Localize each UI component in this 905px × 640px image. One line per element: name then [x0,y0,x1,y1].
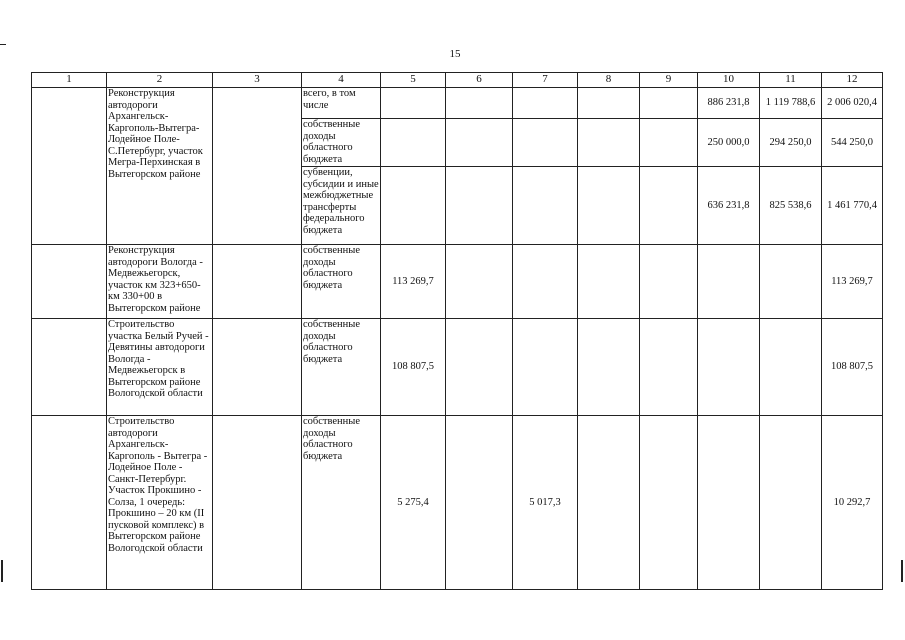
project-name: Строительство участка Белый Ручей - Девятины автодороги Вологда - Медвежьегорск в Вытегорском районе Вологодской области [107,319,213,416]
table-cell [32,319,107,416]
right-edge-mark-bottom [901,560,903,582]
value-col5 [381,119,446,167]
table-row [32,319,883,416]
value-col10 [698,319,760,416]
page-number: 15 [449,48,461,60]
header-cell: 11 [760,73,822,88]
table-cell [213,245,302,319]
value-col11 [760,245,822,319]
header-cell: 10 [698,73,760,88]
table-cell [578,88,640,119]
header-cell: 3 [213,73,302,88]
table-cell [32,416,107,590]
value-col7 [513,167,578,245]
left-edge-mark-top [0,44,6,45]
table-cell [213,416,302,590]
value-col5 [381,167,446,245]
table-cell [32,245,107,319]
table-cell [578,119,640,167]
value-col11: 294 250,0 [760,119,822,167]
value-col10: 886 231,8 [698,88,760,119]
header-cell: 2 [107,73,213,88]
header-cell: 12 [822,73,883,88]
project-name: Реконструкция автодороги Архангельск-Каргополь-Вытегра-Лодейное Поле-С.Петербург, участок Мегра-Перхинская в Вытегорском районе [107,88,213,245]
header-cell: 9 [640,73,698,88]
value-col7 [513,119,578,167]
header-cell: 6 [446,73,513,88]
project-name: Строительство автодороги Архангельск-Каргополь - Вытегра - Лодейное Поле - Санкт-Петербург. Участок Прокшино - Солза, 1 очередь: Прокшино – 20 км (II пусковой комплекс) в Вытегорском районе Вологодской области [107,416,213,590]
table-cell [446,167,513,245]
value-col5: 108 807,5 [381,319,446,416]
value-col12: 108 807,5 [822,319,883,416]
value-col7: 5 017,3 [513,416,578,590]
table-cell [640,119,698,167]
funding-source: субвенции, субсидии и иные межбюджетные трансферты федерального бюджета [302,167,381,245]
left-edge-mark-bottom [1,560,3,582]
value-col5: 5 275,4 [381,416,446,590]
value-col10: 636 231,8 [698,167,760,245]
value-col5: 113 269,7 [381,245,446,319]
table-cell [446,245,513,319]
value-col11 [760,416,822,590]
table-cell [640,416,698,590]
table-cell [578,319,640,416]
funding-source: собственные доходы областного бюджета [302,319,381,416]
funding-source: собственные доходы областного бюджета [302,416,381,590]
value-col11: 1 119 788,6 [760,88,822,119]
table-cell [640,88,698,119]
table-cell [446,416,513,590]
table-cell [446,88,513,119]
header-cell: 7 [513,73,578,88]
value-col5 [381,88,446,119]
value-col7 [513,319,578,416]
budget-table [31,72,883,590]
funding-source: собственные доходы областного бюджета [302,245,381,319]
project-name: Реконструкция автодороги Вологда - Медвежьегорск, участок км 323+650-км 330+00 в Вытегорском районе [107,245,213,319]
value-col10: 250 000,0 [698,119,760,167]
value-col11 [760,319,822,416]
table-row [32,88,883,119]
value-col12: 2 006 020,4 [822,88,883,119]
funding-source: собственные доходы областного бюджета [302,119,381,167]
table-cell [578,416,640,590]
table-row [32,245,883,319]
value-col10 [698,245,760,319]
value-col12: 544 250,0 [822,119,883,167]
value-col12: 10 292,7 [822,416,883,590]
value-col7 [513,245,578,319]
table-cell [446,119,513,167]
value-col11: 825 538,6 [760,167,822,245]
value-col12: 1 461 770,4 [822,167,883,245]
header-cell: 8 [578,73,640,88]
table-cell [213,319,302,416]
table-cell [213,88,302,245]
header-cell: 4 [302,73,381,88]
table-row [32,416,883,590]
value-col12: 113 269,7 [822,245,883,319]
table-cell [578,167,640,245]
table-cell [32,88,107,245]
table-cell [640,319,698,416]
funding-source: всего, в том числе [302,88,381,119]
header-cell: 1 [32,73,107,88]
header-cell: 5 [381,73,446,88]
table-cell [578,245,640,319]
table-cell [640,167,698,245]
value-col7 [513,88,578,119]
header-row [32,73,883,88]
table-cell [446,319,513,416]
table-cell [640,245,698,319]
value-col10 [698,416,760,590]
